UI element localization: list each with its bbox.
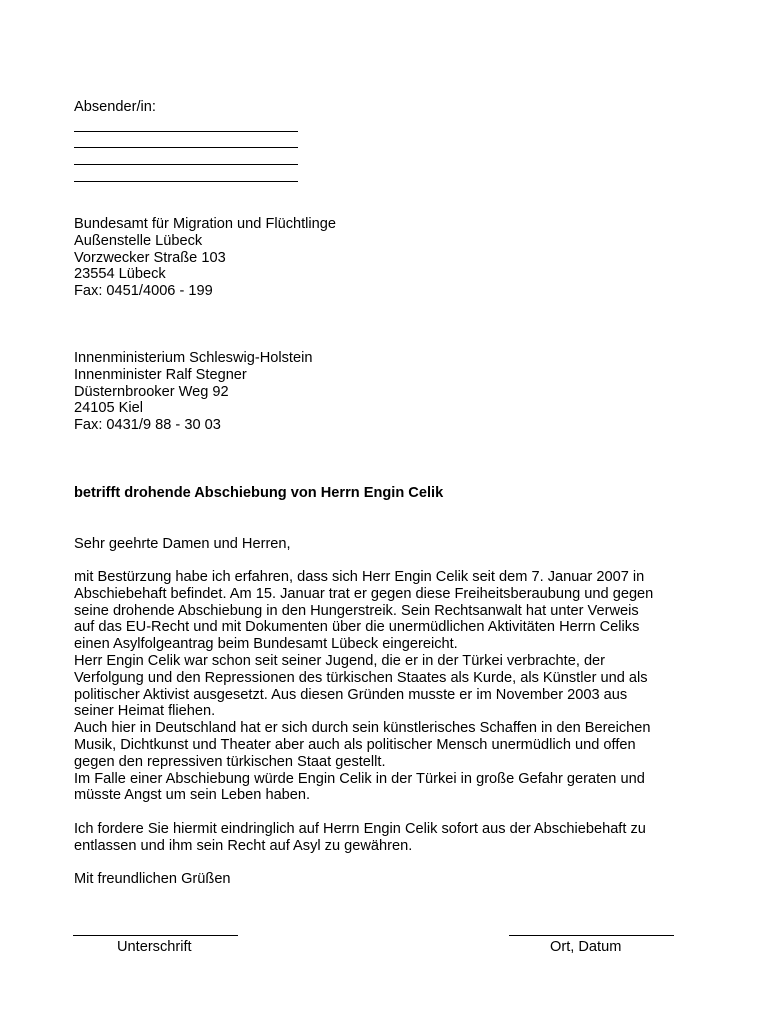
recipient-address-bamf (74, 216, 336, 300)
body-line: Abschiebehaft befindet. Am 15. Januar trat er gegen diese Freiheitsberaubung und gegen (74, 585, 654, 602)
body-line: politischer Aktivist ausgesetzt. Aus diesen Gründen musste er im November 2003 aus (74, 686, 628, 703)
body-line: seiner Heimat fliehen. (74, 703, 216, 720)
body-line: gegen den repressiven türkischen Staat gestellt. (74, 753, 386, 770)
address-line: 24105 Kiel (74, 400, 143, 417)
demand-line: entlassen und ihm sein Recht auf Asyl zu gewähren. (74, 837, 413, 854)
body-line: Musik, Dichtkunst und Theater aber auch als politischer Mensch unermüdlich und offen (74, 736, 636, 753)
letter-demand (74, 821, 646, 855)
fax-line: Fax: 0451/4006 - 199 (74, 283, 213, 300)
body-line: Im Falle einer Abschiebung würde Engin Celik in der Türkei in große Gefahr geraten und (74, 770, 645, 787)
sender-label: Absender/in: (74, 99, 156, 115)
address-line: Bundesamt für Migration und Flüchtlinge (74, 216, 337, 232)
letter-subject: betrifft drohende Abschiebung von Herrn Engin Celik (74, 485, 444, 501)
salutation: Sehr geehrte Damen und Herren, (74, 536, 291, 552)
body-line: auf das EU-Recht und mit Dokumenten über die unermüdlichen Aktivitäten Herrn Celiks (74, 619, 640, 636)
sender-blank-line[interactable] (74, 131, 298, 132)
body-line: einen Asylfolgeantrag beim Bundesamt Lübeck eingereicht. (74, 636, 458, 653)
body-line: mit Bestürzung habe ich erfahren, dass sich Herr Engin Celik seit dem 7. Januar 2007 in (74, 569, 645, 585)
address-line: Innenminister Ralf Stegner (74, 366, 247, 383)
demand-line: Ich fordere Sie hiermit eindringlich auf Herrn Engin Celik sofort aus der Abschiebehaft zu (74, 821, 646, 837)
address-line: Vorzwecker Straße 103 (74, 249, 226, 266)
closing-greeting: Mit freundlichen Grüßen (74, 871, 231, 887)
address-line: 23554 Lübeck (74, 266, 166, 283)
fax-line: Fax: 0431/9 88 - 30 03 (74, 417, 221, 434)
place-date-line[interactable] (509, 935, 674, 936)
recipient-address-ministry (74, 350, 312, 434)
body-line: müsste Angst um sein Leben haben. (74, 787, 311, 804)
signature-line[interactable] (73, 935, 238, 936)
address-line: Innenministerium Schleswig-Holstein (74, 350, 313, 366)
address-line: Außenstelle Lübeck (74, 232, 203, 249)
place-date-label: Ort, Datum (550, 939, 622, 955)
sender-blank-line[interactable] (74, 164, 298, 165)
body-line: Herr Engin Celik war schon seit seiner Jugend, die er in der Türkei verbrachte, der (74, 652, 606, 669)
sender-blank-line[interactable] (74, 147, 298, 148)
signature-label: Unterschrift (117, 939, 192, 955)
address-line: Düsternbrooker Weg 92 (74, 383, 229, 400)
body-line: Verfolgung und den Repressionen des türkischen Staates als Kurde, als Künstler und als (74, 669, 648, 686)
sender-blank-line[interactable] (74, 181, 298, 182)
letter-body (74, 569, 653, 804)
body-line: seine drohende Abschiebung in den Hungerstreik. Sein Rechtsanwalt hat unter Verweis (74, 602, 639, 619)
body-line: Auch hier in Deutschland hat er sich durch sein künstlerisches Schaffen in den Bereichen (74, 720, 651, 737)
